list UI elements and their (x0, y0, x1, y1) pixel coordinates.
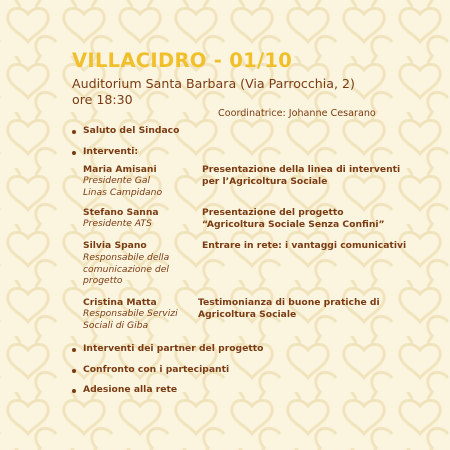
speaker-role-line: Presidente Gal (83, 175, 151, 186)
speaker-role (83, 175, 162, 198)
agenda-interventions-label: Interventi: (83, 146, 139, 157)
venue-text: Auditorium Santa Barbara (Via Parrocchia, 2) (72, 76, 355, 91)
speaker-name: Silvia Spano (83, 240, 147, 251)
page-title: VILLACIDRO - 01/10 (72, 49, 293, 72)
bullet-icon (72, 130, 76, 134)
agenda-closing-item: Adesione alla rete (83, 384, 178, 395)
speaker-talk-line: Agricoltura Sociale (198, 308, 297, 320)
time-text: ore 18:30 (72, 92, 133, 107)
speaker-role-line: Responsabile Servizi (83, 308, 178, 319)
speaker-name: Maria Amisani (83, 164, 157, 175)
bullet-icon (72, 369, 76, 373)
agenda-closing-item: Interventi dei partner del progetto (83, 343, 264, 354)
speaker-role-line: Linas Campidano (83, 186, 163, 198)
speaker-role (83, 252, 169, 287)
speaker-talk-line: Presentazione del progetto (202, 207, 344, 218)
speaker-talk (202, 207, 385, 230)
agenda-closing-item: Confronto con i partecipanti (83, 364, 230, 375)
speaker-role-line: progetto (83, 275, 123, 287)
speaker-name: Cristina Matta (83, 297, 157, 308)
speaker-role (83, 218, 152, 230)
speaker-role-line: Responsabile della (83, 252, 170, 263)
speaker-talk (198, 297, 380, 320)
agenda-welcome: Saluto del Sindaco (83, 125, 180, 136)
bullet-icon (72, 151, 76, 155)
speaker-talk-line: per l’Agricoltura Sociale (202, 175, 328, 187)
speaker-role (83, 308, 178, 331)
speaker-role-line: Sociali di Giba (83, 319, 149, 331)
speaker-talk (202, 240, 406, 252)
speaker-role-line: comunicazione del (83, 263, 169, 275)
speaker-talk-line: Entrare in rete: i vantaggi comunicativi (202, 240, 407, 251)
speaker-talk-line: Presentazione della linea di interventi (202, 164, 401, 175)
speaker-talk-line: Testimonianza di buone pratiche di (198, 297, 380, 308)
bullet-icon (72, 348, 76, 352)
speaker-role-line: Presidente ATS (83, 218, 152, 229)
speaker-talk-line: “Agricoltura Sociale Senza Confini” (202, 218, 385, 230)
speaker-name: Stefano Sanna (83, 207, 159, 218)
coordinator-text: Coordinatrice: Johanne Cesarano (218, 108, 376, 119)
bullet-icon (72, 389, 76, 393)
speaker-talk (202, 164, 400, 187)
